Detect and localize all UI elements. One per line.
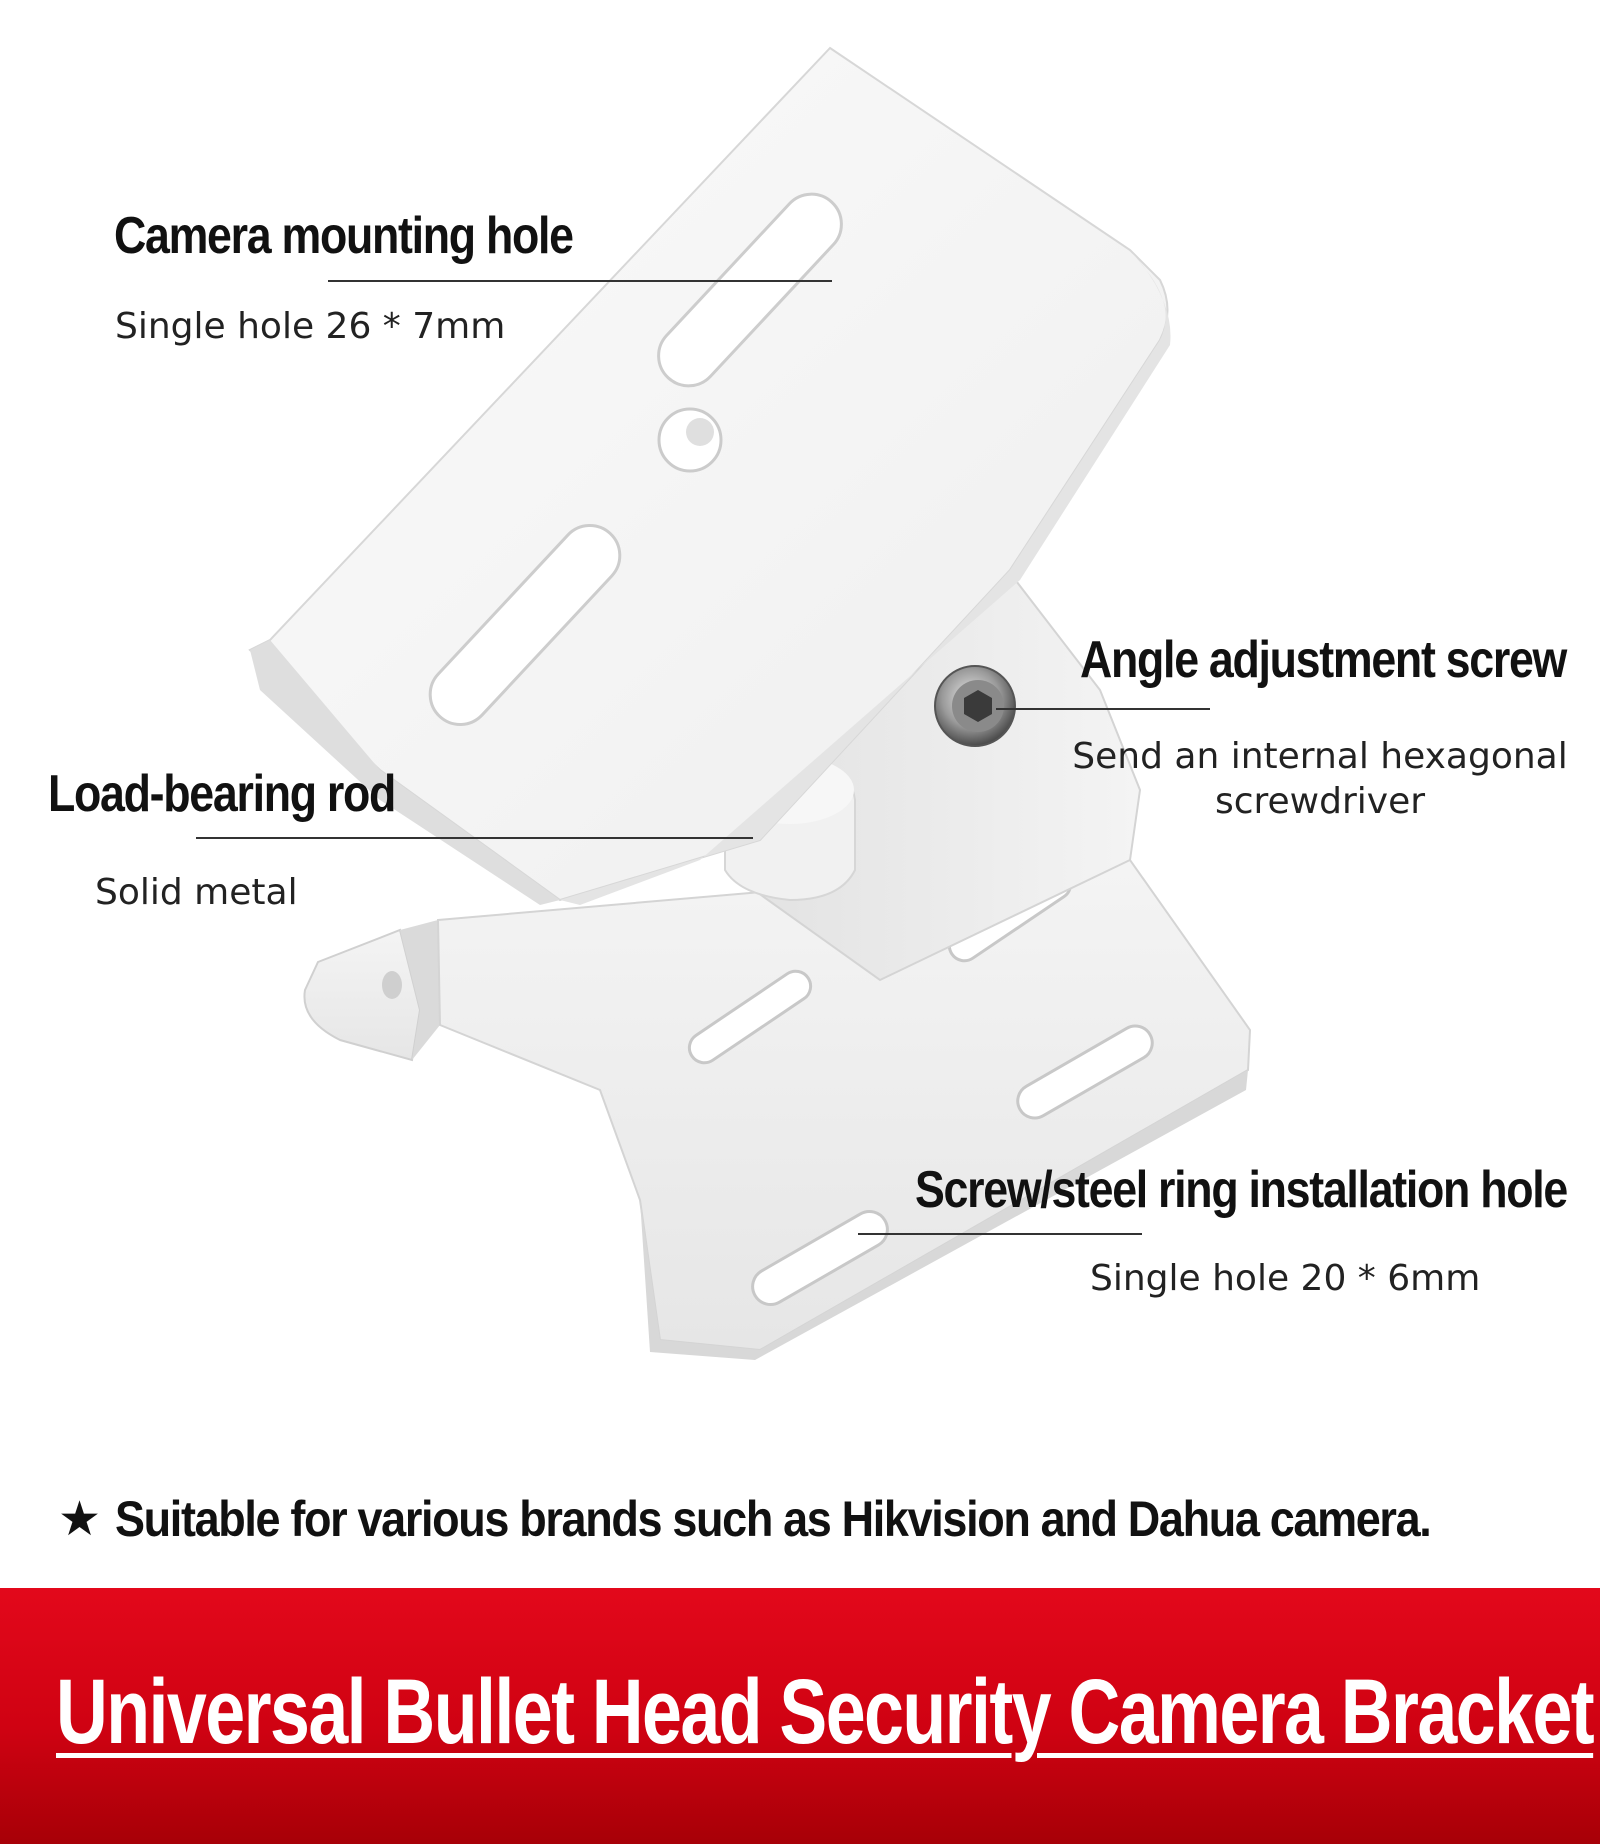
- hex-screw: [935, 666, 1015, 746]
- angle-screw-detail: [1070, 734, 1570, 824]
- install-hole-detail: Single hole 20 * 6mm: [1090, 1258, 1481, 1299]
- install-hole-leader: [858, 1233, 1142, 1235]
- base-left-flange: [304, 920, 440, 1060]
- compatibility-note-text: Suitable for various brands such as Hikvision and Dahua camera.: [115, 1491, 1431, 1547]
- angle-screw-title: Angle adjustment screw: [1080, 631, 1567, 689]
- angle-screw-detail-line1: Send an internal hexagonal: [1072, 736, 1568, 777]
- load-rod-leader: [196, 837, 753, 839]
- compatibility-note: [58, 1491, 1577, 1547]
- camera-hole-leader: [328, 280, 832, 282]
- load-rod-title: Load-bearing rod: [48, 765, 396, 823]
- title-banner: [0, 1588, 1600, 1844]
- camera-hole-title: Camera mounting hole: [114, 207, 573, 265]
- load-rod-detail: Solid metal: [95, 872, 298, 913]
- install-hole-title: Screw/steel ring installation hole: [915, 1161, 1567, 1219]
- angle-screw-leader: [996, 708, 1210, 710]
- angle-screw-detail-line2: screwdriver: [1214, 781, 1426, 822]
- star-icon: ★: [58, 1491, 102, 1547]
- banner-title: Universal Bullet Head Security Camera Bracket: [56, 1661, 1594, 1763]
- camera-hole-detail: Single hole 26 * 7mm: [115, 306, 506, 347]
